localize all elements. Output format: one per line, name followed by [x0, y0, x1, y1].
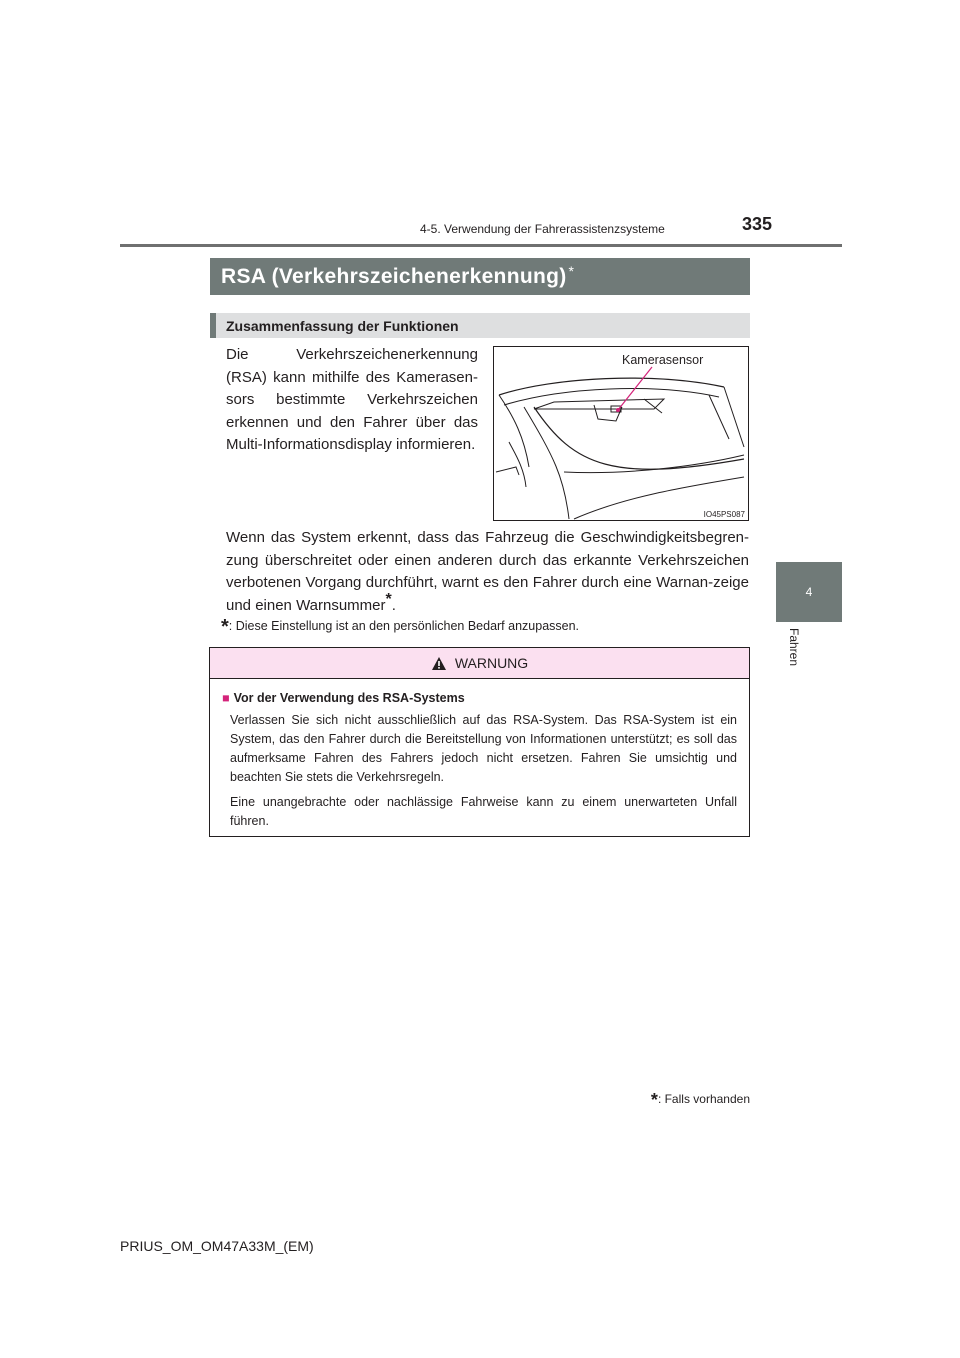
warning-box — [209, 647, 750, 837]
document-id: PRIUS_OM_OM47A33M_(EM) — [120, 1238, 314, 1254]
warning-item-title — [222, 689, 737, 708]
square-bullet-icon: ■ — [222, 691, 230, 705]
body-paragraph-text: Wenn das System erkennt, dass das Fahrzeug die Geschwindigkeitsbegren-zung überschreitet oder einen anderen durch das erkannte Verkehrszeichen verbotenen Vorgang durchführt, warnt es den Fahrer durch eine Warnan-zeige und einen Warnsummer — [226, 529, 749, 614]
body-paragraph — [226, 527, 749, 617]
setting-note — [221, 613, 751, 636]
page-number: 335 — [742, 214, 773, 234]
warning-body — [210, 679, 749, 831]
title-marker: * — [568, 262, 574, 279]
intro-text: Die Verkehrszeichenerkennung (RSA) kann mithilfe des Kamerasen-sors bestimmte Verkehrszeichen erkennen und den Fahrer über das Multi-Informationsdisplay informieren. — [226, 346, 478, 453]
note-marker: * — [221, 616, 229, 638]
chapter-label — [781, 628, 809, 688]
chapter-tab — [776, 562, 842, 622]
paragraph-end: . — [391, 596, 396, 614]
windshield-drawing — [494, 347, 748, 520]
paragraph-marker: * — [385, 590, 392, 608]
note-text: : Diese Einstellung ist an den persönlichen Bedarf anzupassen. — [228, 619, 580, 633]
footer-note-marker: * — [650, 1090, 658, 1110]
camera-illustration — [493, 346, 749, 521]
footer-note-text: : Falls vorhanden — [657, 1092, 750, 1106]
warning-heading: WARNUNG — [454, 655, 529, 671]
subsection-bar — [210, 313, 750, 338]
callout-label: Kamerasensor — [622, 353, 704, 367]
section-path: 4-5. Verwendung der Fahrerassistenzsysteme — [420, 222, 665, 236]
availability-note — [600, 1087, 750, 1108]
subsection-heading: Zusammenfassung der Funktionen — [226, 317, 459, 334]
section-title-bar — [210, 258, 750, 295]
warning-item-title-text: Vor der Verwendung des RSA-Systems — [233, 691, 465, 705]
warning-triangle-icon — [431, 656, 447, 671]
header-rule — [120, 244, 842, 247]
warning-paragraph-1: Verlassen Sie sich nicht ausschließlich auf das RSA-System. Das RSA-System ist ein System, das den Fahrer durch die Bereitstellung von Informationen unterstützt; es soll das aufmerksame Fahren des Fahrers jedoch nicht ersetzen. Fahren Sie umsichtig und beachten Sie stets die Verkehrsregeln. — [230, 713, 737, 784]
chapter-number: 4 — [805, 585, 813, 599]
section-title: RSA (Verkehrszeichenerkennung) — [221, 264, 567, 288]
chapter-label-text: Fahren — [787, 628, 801, 667]
figure-code: IO45PS087 — [703, 510, 745, 519]
warning-paragraph-2: Eine unangebrachte oder nachlässige Fahrweise kann zu einem unerwarteten Unfall führen. — [230, 795, 737, 828]
warning-header — [210, 648, 749, 679]
